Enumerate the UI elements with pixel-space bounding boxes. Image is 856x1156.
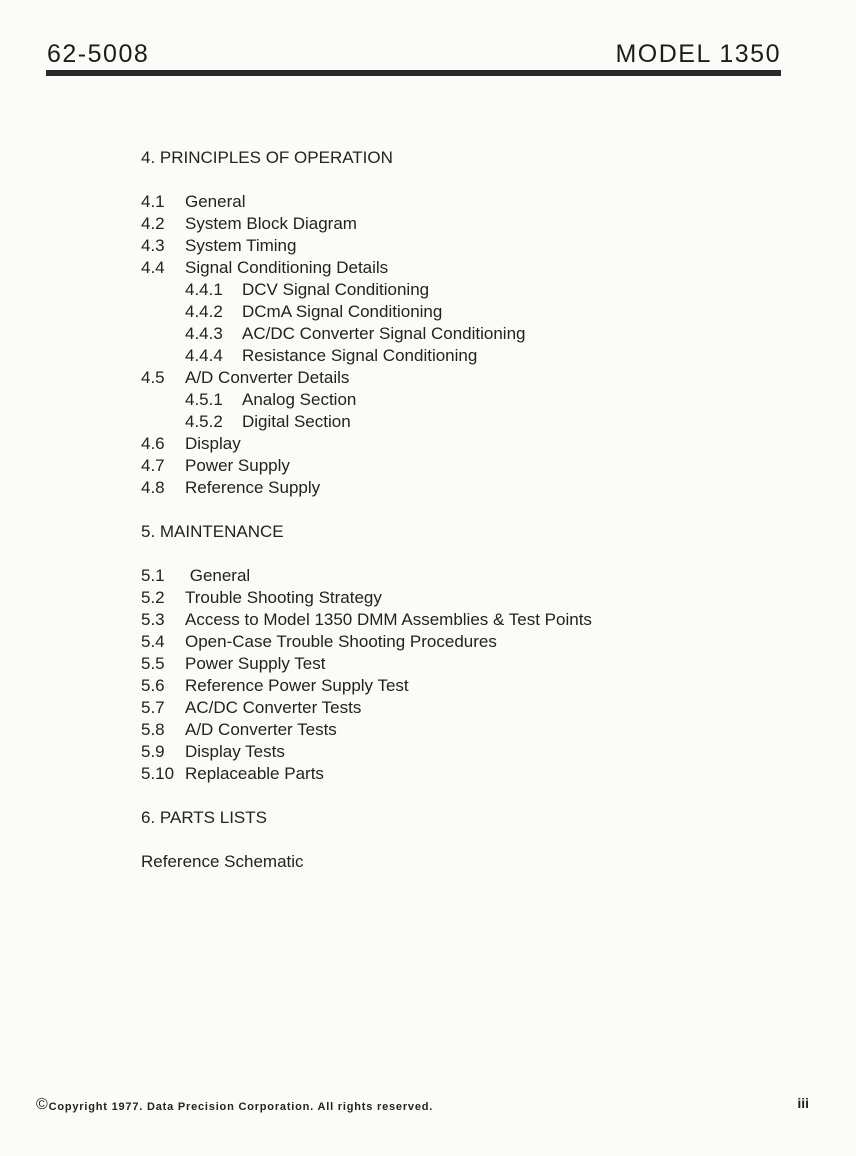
- toc-entry-number: 4.4.1: [185, 280, 223, 299]
- toc-entry-label: Analog Section: [242, 390, 357, 409]
- page-number: iii: [797, 1095, 809, 1111]
- toc-entry-label: DCmA Signal Conditioning: [242, 302, 443, 321]
- toc-entry: [141, 411, 592, 433]
- toc-entry-number: 4.1: [141, 192, 165, 211]
- toc-entry-number: 5.10: [141, 764, 175, 783]
- toc-entry-label: Digital Section: [242, 412, 351, 431]
- toc-entry-number: 5.1: [141, 566, 165, 585]
- toc-entry-label: General: [185, 566, 251, 585]
- toc-entry: [141, 235, 592, 257]
- toc-entry-label: Display: [185, 434, 241, 453]
- toc-entry-label: Display Tests: [185, 742, 285, 761]
- toc-entry-label: Power Supply: [185, 456, 290, 475]
- toc-entry: [141, 631, 592, 653]
- toc-entry-number: 5.4: [141, 632, 165, 651]
- toc-entry: [141, 389, 592, 411]
- toc-entry-number: 5.8: [141, 720, 165, 739]
- toc-entry: [141, 455, 592, 477]
- toc-entry-label: Signal Conditioning Details: [185, 258, 389, 277]
- toc-entry: [141, 609, 592, 631]
- section-title: 4. PRINCIPLES OF OPERATION: [141, 148, 393, 167]
- toc-entry-label: Replaceable Parts: [185, 764, 324, 783]
- toc-entry-label: AC/DC Converter Tests: [185, 698, 362, 717]
- toc-entry: [141, 697, 592, 719]
- toc-entry: [141, 367, 592, 389]
- toc-entry: [141, 587, 592, 609]
- table-of-contents: [141, 147, 592, 873]
- toc-entry: [141, 741, 592, 763]
- toc-entry-number: 4.5.1: [185, 390, 223, 409]
- toc-entry-number: 4.6: [141, 434, 165, 453]
- toc-entry-label: AC/DC Converter Signal Conditioning: [242, 324, 526, 343]
- toc-entry-label: System Block Diagram: [185, 214, 357, 233]
- section-gap: [141, 169, 592, 191]
- section-gap: [141, 785, 592, 807]
- toc-entry-number: 5.3: [141, 610, 165, 629]
- toc-entry-number: 4.2: [141, 214, 165, 233]
- toc-entry-number: 5.2: [141, 588, 165, 607]
- toc-entry: [141, 719, 592, 741]
- toc-entry-label: Power Supply Test: [185, 654, 326, 673]
- toc-entry: [141, 323, 592, 345]
- header-rule: [46, 70, 781, 76]
- section-gap: [141, 499, 592, 521]
- toc-entry-label: Access to Model 1350 DMM Assemblies & Test Points: [185, 610, 592, 629]
- toc-entry-label: Open-Case Trouble Shooting Procedures: [185, 632, 497, 651]
- toc-entry-number: 5.7: [141, 698, 165, 717]
- toc-entry-label: Reference Power Supply Test: [185, 676, 409, 695]
- toc-entry-number: 4.4: [141, 258, 165, 277]
- toc-entry: [141, 213, 592, 235]
- toc-entry-label: A/D Converter Tests: [185, 720, 337, 739]
- toc-entry-label: Resistance Signal Conditioning: [242, 346, 478, 365]
- toc-entry-number: 4.4.3: [185, 324, 223, 343]
- toc-entry: [141, 301, 592, 323]
- toc-entry-number: 4.5.2: [185, 412, 223, 431]
- toc-entry-number: 4.4.2: [185, 302, 223, 321]
- section-title: 5. MAINTENANCE: [141, 522, 284, 541]
- toc-entry: [141, 565, 592, 587]
- toc-entry-label: System Timing: [185, 236, 297, 255]
- toc-entry: [141, 279, 592, 301]
- toc-entry-number: 4.8: [141, 478, 165, 497]
- toc-entry-label: DCV Signal Conditioning: [242, 280, 430, 299]
- toc-entry-label: Reference Supply: [185, 478, 321, 497]
- toc-entry: [141, 257, 592, 279]
- toc-entry: [141, 191, 592, 213]
- toc-entry: [141, 653, 592, 675]
- toc-entry-number: 4.4.4: [185, 346, 223, 365]
- copyright-footer: [36, 1096, 433, 1114]
- toc-entry: [141, 763, 592, 785]
- section-gap: [141, 543, 592, 565]
- section-title: 6. PARTS LISTS: [141, 808, 267, 827]
- toc-entry-number: 4.7: [141, 456, 165, 475]
- toc-entry-label: General: [185, 192, 246, 211]
- copyright-icon: ©: [36, 1096, 49, 1113]
- toc-entry: [141, 345, 592, 367]
- document-number: 62-5008: [47, 40, 150, 68]
- toc-entry-label: A/D Converter Details: [185, 368, 350, 387]
- toc-entry-number: 4.5: [141, 368, 165, 387]
- toc-entry-number: 4.3: [141, 236, 165, 255]
- toc-entry-number: 5.5: [141, 654, 165, 673]
- toc-entry: [141, 477, 592, 499]
- section-title: Reference Schematic: [141, 852, 304, 871]
- model-title: MODEL 1350: [615, 40, 781, 68]
- toc-entry: [141, 675, 592, 697]
- copyright-text: Copyright 1977. Data Precision Corporation. All rights reserved.: [48, 1101, 434, 1113]
- section-gap: [141, 829, 592, 851]
- toc-entry-number: 5.6: [141, 676, 165, 695]
- toc-entry-number: 5.9: [141, 742, 165, 761]
- toc-entry-label: Trouble Shooting Strategy: [185, 588, 382, 607]
- toc-entry: [141, 433, 592, 455]
